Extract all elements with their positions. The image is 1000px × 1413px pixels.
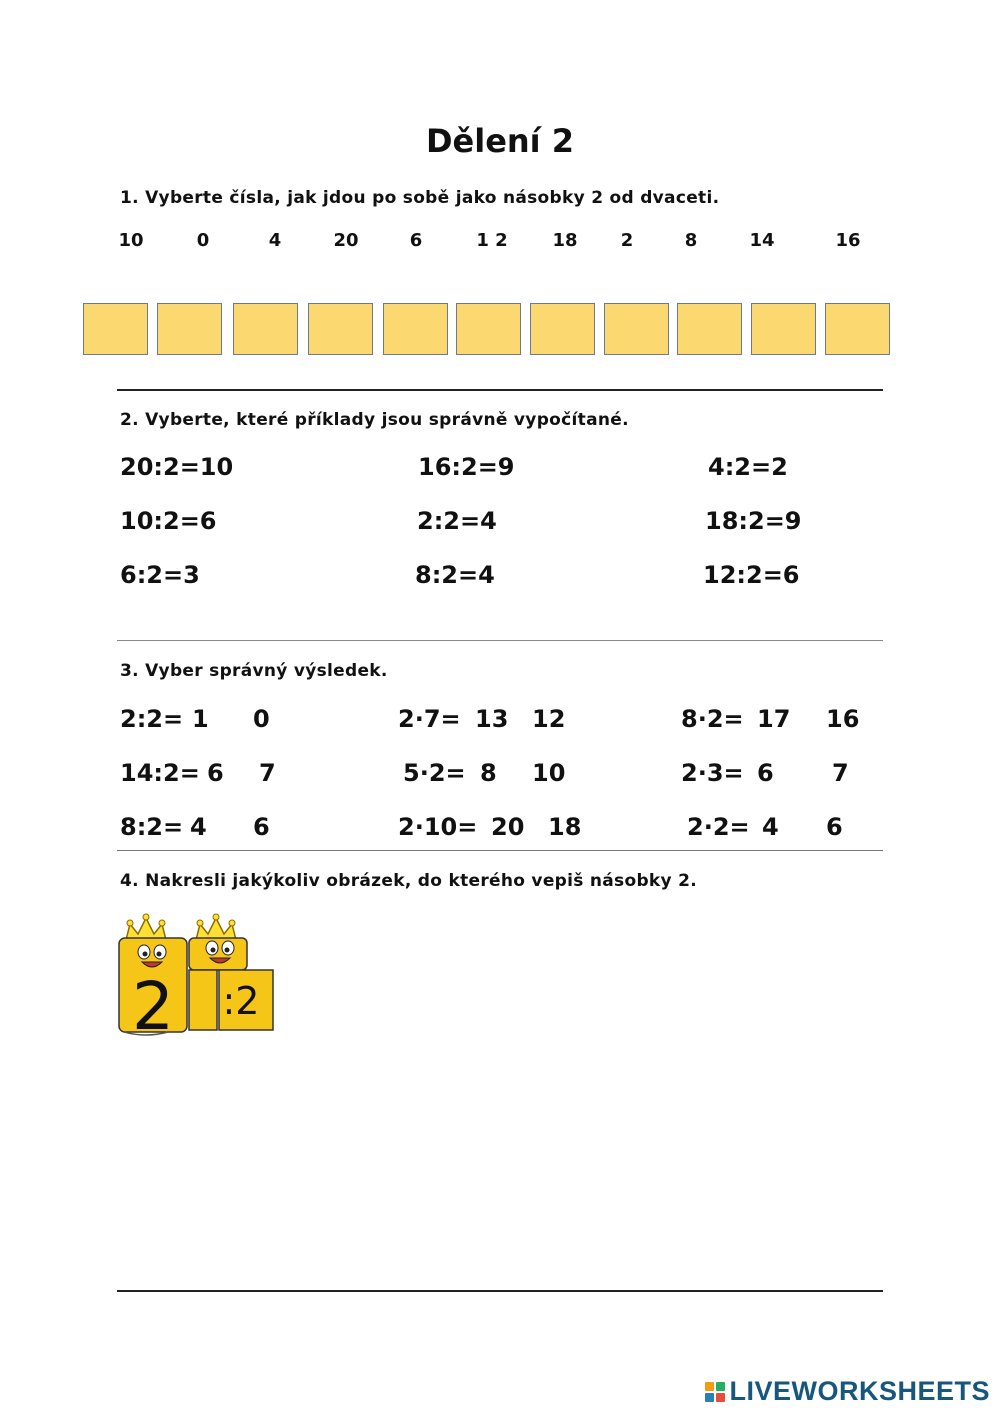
choice-option[interactable]: 6 xyxy=(253,813,270,841)
choice-expression: 14:2= xyxy=(120,759,209,787)
answer-box[interactable] xyxy=(825,303,890,355)
choice-option[interactable]: 6 xyxy=(757,759,774,787)
example-item[interactable]: 6:2=3 xyxy=(120,561,200,589)
choice-expression: 2·7= xyxy=(398,705,469,733)
number-item: 18 xyxy=(552,230,578,251)
example-item[interactable]: 18:2=9 xyxy=(705,507,802,535)
number-item: 20 xyxy=(333,230,359,251)
number-item: 6 xyxy=(409,230,423,251)
choice-option[interactable]: 4 xyxy=(190,813,207,841)
answer-box[interactable] xyxy=(530,303,595,355)
example-item[interactable]: 12:2=6 xyxy=(703,561,800,589)
choice-option[interactable]: 8 xyxy=(480,759,497,787)
divider xyxy=(117,1290,883,1292)
number-item: 14 xyxy=(749,230,775,251)
division-mascot-illustration xyxy=(116,912,278,1040)
choice-option[interactable]: 20 xyxy=(491,813,525,841)
section3-instruction: 3. Vyber správný výsledek. xyxy=(120,661,388,681)
choice-expression: 2·2= xyxy=(687,813,758,841)
liveworksheets-logo xyxy=(705,1376,990,1407)
answer-box[interactable] xyxy=(308,303,373,355)
answer-box[interactable] xyxy=(233,303,298,355)
mascot-right-label: :2 xyxy=(222,979,260,1023)
choice-option[interactable]: 1 xyxy=(192,705,209,733)
logo-mark-icon xyxy=(705,1382,725,1402)
choice-option[interactable]: 18 xyxy=(548,813,582,841)
example-item[interactable]: 2:2=4 xyxy=(417,507,497,535)
number-item: 0 xyxy=(196,230,210,251)
answer-box[interactable] xyxy=(83,303,148,355)
choice-expression: 8·2= xyxy=(681,705,752,733)
choice-option[interactable]: 6 xyxy=(207,759,224,787)
choice-option[interactable]: 17 xyxy=(757,705,791,733)
section2-instruction: 2. Vyberte, které příklady jsou správně vypočítané. xyxy=(120,410,629,430)
number-item: 10 xyxy=(118,230,144,251)
logo-text: LIVEWORKSHEETS xyxy=(729,1376,990,1406)
choice-option[interactable]: 7 xyxy=(259,759,276,787)
example-item[interactable]: 16:2=9 xyxy=(418,453,515,481)
choice-expression: 2·3= xyxy=(681,759,752,787)
choice-expression: 5·2= xyxy=(403,759,474,787)
choice-option[interactable]: 4 xyxy=(762,813,779,841)
answer-box[interactable] xyxy=(604,303,669,355)
choice-option[interactable]: 7 xyxy=(832,759,849,787)
divider xyxy=(117,850,883,851)
mascot-icon xyxy=(116,912,278,1040)
choice-option[interactable]: 12 xyxy=(532,705,566,733)
example-item[interactable]: 4:2=2 xyxy=(708,453,788,481)
choice-expression: 2·10= xyxy=(398,813,486,841)
page-title: Dělení 2 xyxy=(425,122,575,160)
number-item: 8 xyxy=(684,230,698,251)
divider xyxy=(117,640,883,641)
choice-expression: 2:2= xyxy=(120,705,192,733)
section4-instruction: 4. Nakresli jakýkoliv obrázek, do kterého vepiš násobky 2. xyxy=(120,871,698,891)
answer-box[interactable] xyxy=(751,303,816,355)
example-item[interactable]: 10:2=6 xyxy=(120,507,217,535)
number-item: 2 xyxy=(620,230,634,251)
number-item: 1 2 xyxy=(476,230,508,251)
choice-option[interactable]: 0 xyxy=(253,705,270,733)
choice-option[interactable]: 16 xyxy=(826,705,860,733)
number-item: 16 xyxy=(835,230,861,251)
answer-box[interactable] xyxy=(383,303,448,355)
answer-box[interactable] xyxy=(456,303,521,355)
section1-instruction: 1. Vyberte čísla, jak jdou po sobě jako násobky 2 od dvaceti. xyxy=(120,188,720,208)
example-item[interactable]: 8:2=4 xyxy=(415,561,495,589)
choice-expression: 8:2= xyxy=(120,813,192,841)
choice-option[interactable]: 6 xyxy=(826,813,843,841)
answer-box[interactable] xyxy=(157,303,222,355)
choice-option[interactable]: 10 xyxy=(532,759,566,787)
number-item: 4 xyxy=(268,230,282,251)
divider xyxy=(117,389,883,391)
mascot-left-digit: 2 xyxy=(132,968,174,1040)
answer-box[interactable] xyxy=(677,303,742,355)
example-item[interactable]: 20:2=10 xyxy=(120,453,234,481)
choice-option[interactable]: 13 xyxy=(475,705,509,733)
